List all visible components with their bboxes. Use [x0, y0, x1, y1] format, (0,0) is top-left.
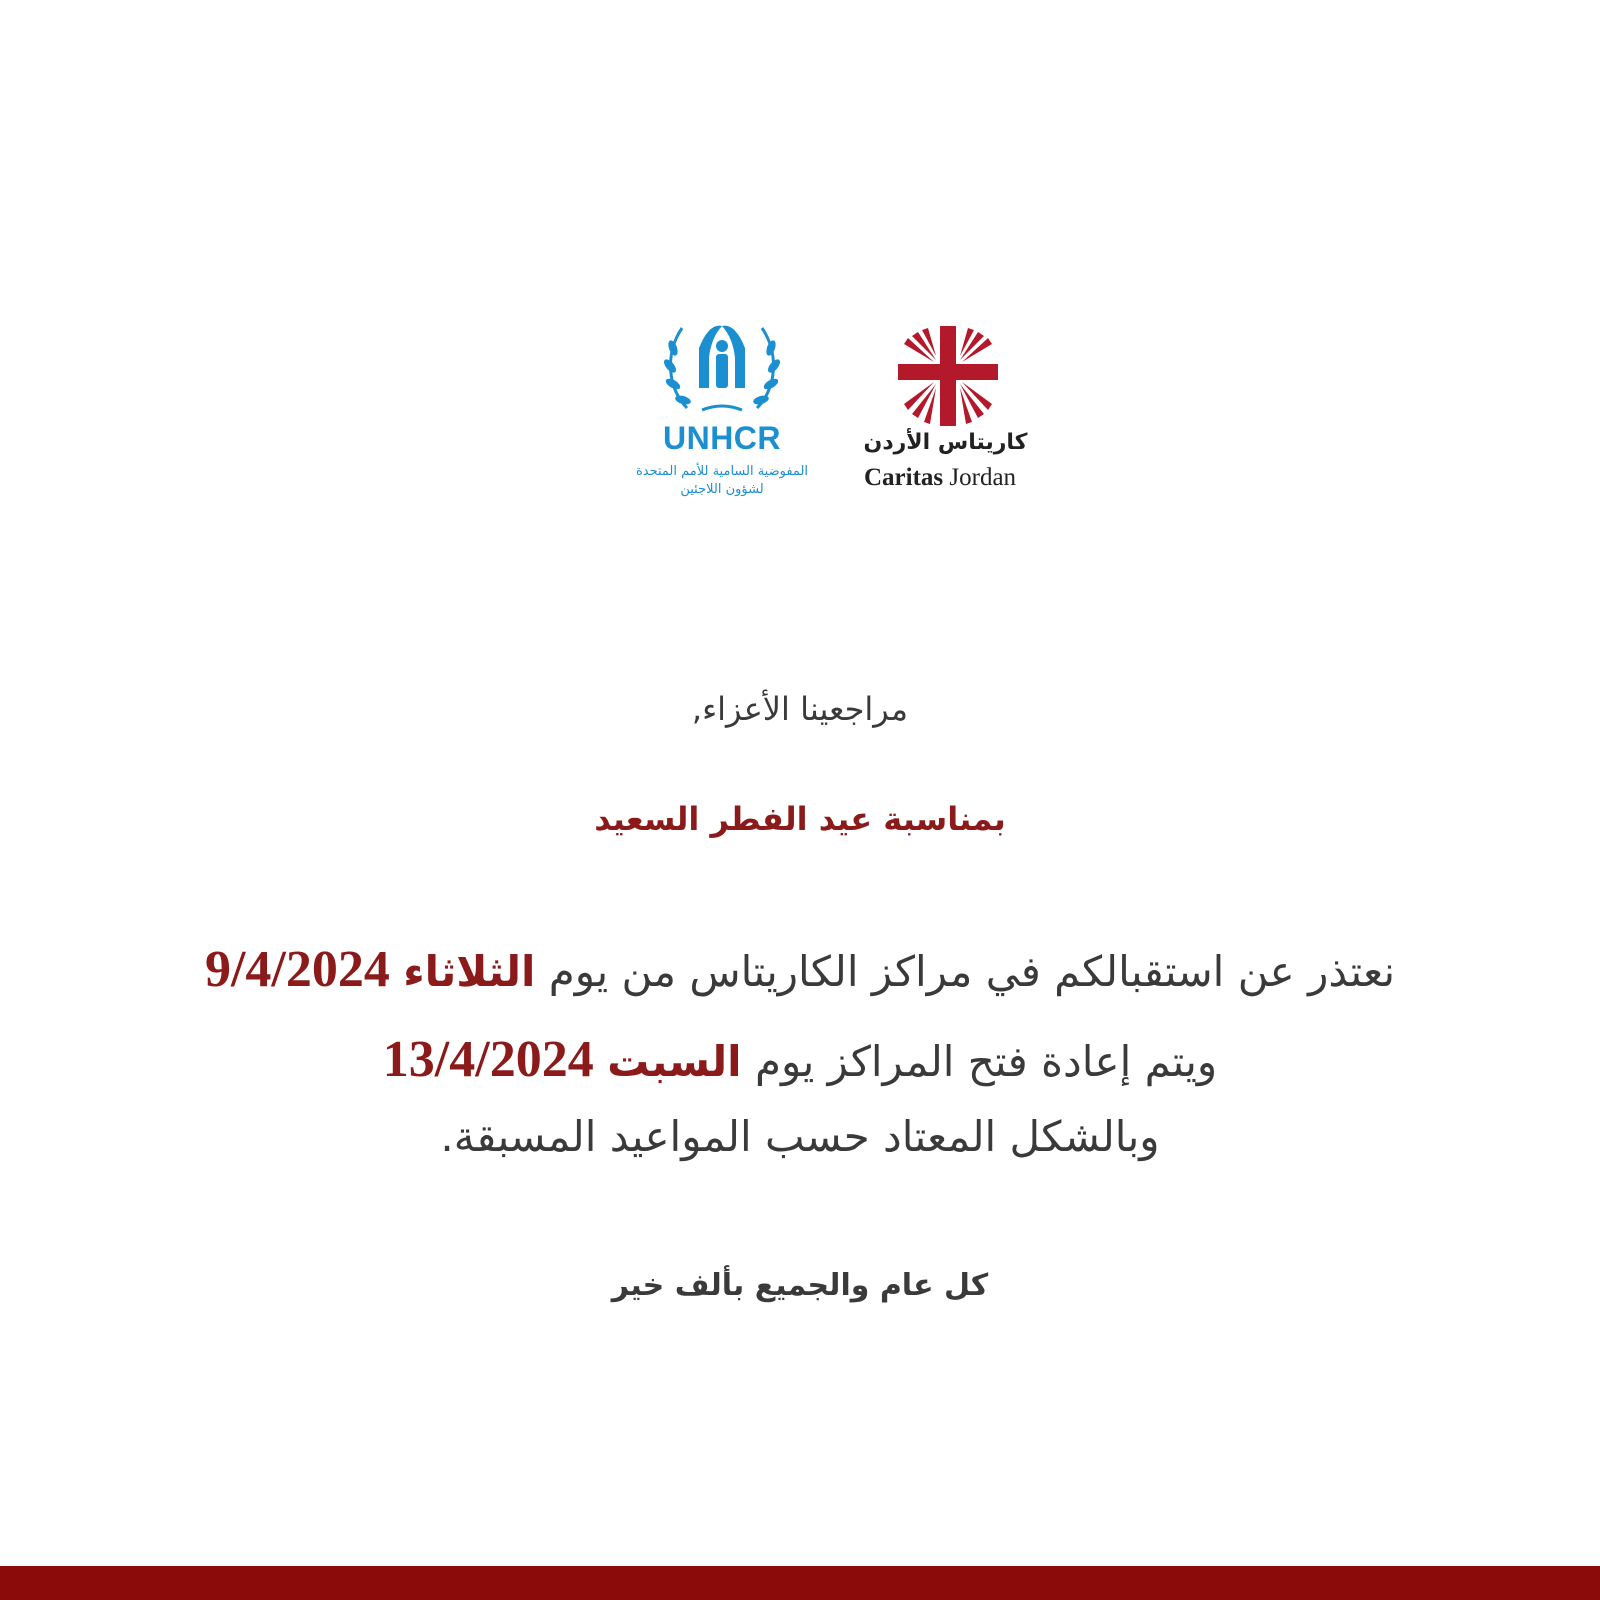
greeting: مراجعينا الأعزاء,	[691, 690, 909, 728]
logos-row	[0, 318, 1600, 518]
unhcr-logo	[622, 318, 822, 508]
occasion-title: بمناسبة عيد الفطر السعيد	[594, 800, 1006, 838]
unhcr-name: UNHCR	[662, 420, 782, 456]
closure-day: الثلاثاء	[403, 947, 536, 996]
unhcr-emblem-icon	[657, 318, 787, 418]
closure-text: نعتذر عن استقبالكم في مراكز الكاريتاس من يوم	[548, 947, 1396, 996]
caritas-english-bold: Caritas	[864, 464, 944, 491]
reopen-date: 13/4/2024	[382, 1031, 594, 1088]
reopen-line	[0, 1030, 1600, 1089]
caritas-cross-icon	[898, 326, 998, 426]
unhcr-arabic-line1: المفوضية السامية للأمم المتحدة	[635, 464, 809, 479]
caritas-arabic-name: كاريتاس الأردن	[863, 430, 1028, 455]
caritas-logo	[858, 318, 1038, 508]
reopen-day: السبت	[607, 1037, 742, 1086]
reopen-text: ويتم إعادة فتح المراكز يوم	[754, 1037, 1218, 1086]
closing-wish: كل عام والجميع بألف خير	[611, 1268, 989, 1303]
bottom-bar	[0, 1566, 1600, 1600]
closure-date: 9/4/2024	[204, 941, 390, 998]
caritas-english-regular: Jordan	[949, 464, 1017, 491]
unhcr-arabic-line2: لشؤون اللاجئين	[680, 482, 764, 497]
closure-line	[0, 940, 1600, 999]
appointments-line: وبالشكل المعتاد حسب المواعيد المسبقة.	[440, 1112, 1160, 1161]
caritas-english-name	[864, 464, 1044, 492]
